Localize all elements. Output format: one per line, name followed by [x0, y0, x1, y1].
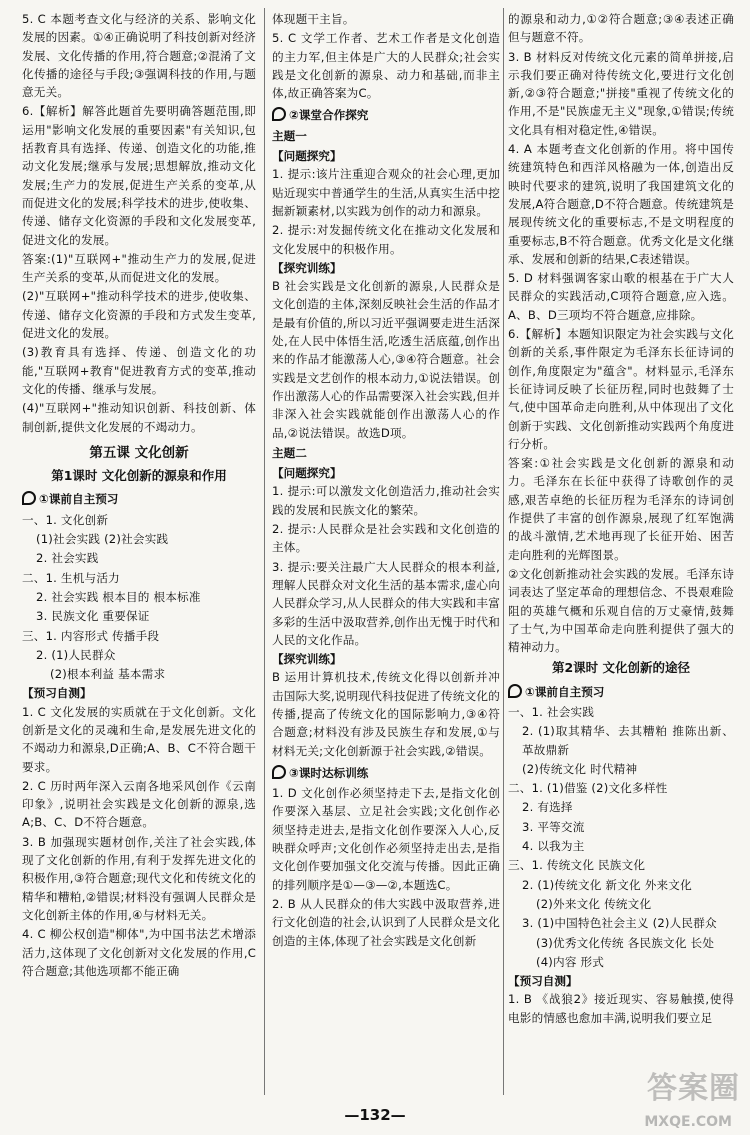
answer-item: B 社会实践是文化创新的源泉,人民群众是文化创造的主体,深刻反映社会生活的作品才是最有价值的,所以习近平强调要走进生活深处,在人民中体悟生活,吃透生活底蕴,创作出来的作品才能激荡人心,③④符合题意。社会实践是文艺创作的根本动力,①说法错误。创作出激荡人心的作品需要深入社会实践,但并非深入社会实践就能创作出激荡人心的作品,②说法错误。故选D项。 — [272, 279, 500, 440]
outline-line: 3. (1)中国特色社会主义 (2)人民群众 — [522, 916, 717, 931]
answer-item-5: 5. C 本题考查文化与经济的关系、影响文化发展的因素。①④正确说明了科技创新对经济发展、文化传播的作用,符合题意;②混淆了文化传播的途径与手段;③强调科技的作用,与题意无关。 — [22, 12, 256, 100]
column-right — [508, 10, 734, 1028]
topic-heading: 主题一 — [272, 128, 307, 143]
section-heading — [508, 683, 734, 701]
outline-line: (3)优秀文化传统 各民族文化 长处 — [536, 935, 715, 950]
outline-line: (1)社会实践 (2)社会实践 — [36, 532, 169, 547]
outline-line: 2. 社会实践 根本目的 根本标准 — [36, 589, 201, 604]
answer-text: (2)"互联网+"推动科学技术的进步,使收集、传递、储存文化资源的手段和方式发生变革,促进文化的发展。 — [22, 289, 256, 341]
answer-text: 体现题干主旨。 — [272, 12, 355, 26]
outline-line: 2. (1)人民群众 — [36, 647, 116, 662]
answer-item: 2. B 从人民群众的伟大实践中汲取营养,进行文化创造的社会,认识到了人民群众是文化创造的主体,体现了社会实践是文化创新 — [272, 896, 500, 948]
outline-line: 2. (1)取其精华、去其糟粕 推陈出新、革故鼎新 — [522, 724, 734, 757]
section-label: ①课前自主预习 — [525, 684, 605, 699]
answer-item: 2. 提示:对发掘传统文化在推动文化发展和文化发展中的积极作用。 — [272, 223, 500, 256]
lesson-title: 第2课时 文化创新的途径 — [551, 660, 691, 676]
section-icon — [22, 491, 36, 505]
answer-item: 3. 提示:要关注最广大人民群众的根本利益,理解人民群众对文化生活的基本需求,虚心向人民群众学习,从人民群众的伟大实践和丰富多彩的生活中汲取营养,创作出无愧于时代和人民的文化作品。 — [272, 559, 500, 647]
outline-line: 三、1. 传统文化 民族文化 — [508, 858, 646, 873]
outline-line: (2)外来文化 传统文化 — [536, 896, 652, 911]
answer-item: 1. C 文化发展的实质就在于文化创新。文化创新是文化的灵魂和生命,是发展先进文化的不竭动力和源泉,D正确;A、B、C不符合题干要求。 — [22, 704, 256, 774]
section-icon — [272, 765, 286, 779]
section-icon — [508, 684, 522, 698]
answer-item: 4. C 柳公权创造"柳体",为中国书法艺术增添活力,这体现了文化创新对文化发展的作用,C符合题意;其他选项都不能正确 — [22, 927, 256, 978]
answer-text: 的源泉和动力,①②符合题意;③④表述正确但与题意不符。 — [508, 12, 734, 45]
section-label: ②课堂合作探究 — [289, 108, 369, 123]
column-middle — [272, 10, 500, 951]
answer-item: 2. 提示:人民群众是社会实践和文化创造的主体。 — [272, 522, 500, 555]
outline-line: (2)传统文化 时代精神 — [522, 761, 638, 776]
outline-line: 二、1. 生机与活力 — [22, 570, 120, 585]
outline-line: (4)内容 形式 — [536, 954, 605, 969]
outline-line: 2. 社会实践 — [36, 551, 99, 566]
answer-item: 5. D 材料强调客家山歌的根基在于广大人民群众的实践活动,C项符合题意,应入选。A、B、D三项均不符合题意,应排除。 — [508, 271, 734, 322]
column-divider-right — [503, 8, 504, 1095]
answer-item: 1. 提示:可以激发文化创造活力,推动社会实践的发展和民族文化的繁荣。 — [272, 484, 500, 517]
chapter-title: 第五课 文化创新 — [89, 444, 189, 461]
column-divider-left — [264, 8, 265, 1095]
outline-line: 4. 以我为主 — [522, 839, 585, 854]
answer-text: (3)教育具有选择、传递、创造文化的功能,"互联网+教育"促进教育方式的变革,推动文化的传播、继承与发展。 — [22, 345, 256, 396]
section-label: ③课时达标训练 — [289, 765, 369, 780]
section-label: ①课前自主预习 — [39, 492, 119, 507]
answer-text: 答案:①社会实践是文化创新的源泉和动力。毛泽东在长征中获得了诗歌创作的灵感,艰苦卓绝的长征历程为毛泽东的诗词创作提供了丰富的创作源泉,展现了红军饱满的战斗激情,艺术地再现了长征开始、困苦走向胜利的光辉图景。 — [508, 456, 734, 562]
answer-item: B 运用计算机技术,传统文化得以创新并冲击国际大奖,说明现代科技促进了传统文化的传播,提高了传统文化的国际影响力,③④符合题意;材料没有涉及民族生存和发展,①与材料无关;文化创新源于社会实践,②错误。 — [272, 670, 500, 758]
answer-item-6-analysis: 6.【解析】解答此题首先要明确答题范围,即运用"影响文化发展的重要因素"有关知识,包括教育具有选择、传递、创造文化的功能,推动文化发展;继承与发展;思想解放,推动文化发展;生产力的发展,促进生产关系的变革,从而促进文化的发展;科学技术的进步,使收集、传递、储存文化资源的手段和文化发展变革,促进文化的发展。 — [22, 104, 256, 247]
outline-line: 一、1. 文化创新 — [22, 512, 109, 527]
subsection-heading: 【问题探究】 — [272, 149, 342, 164]
answer-text: ②文化创新推动社会实践的发展。毛泽东诗词表达了坚定革命的理想信念、不畏艰难险阻的英雄气概和乐观自信的万丈豪情,鼓舞了士气,为中国革命走向胜利提供了强大的精神动力。 — [508, 566, 734, 655]
page-number: —132— — [344, 1106, 406, 1124]
answer-item: 3. B 加强现实题材创作,关注了社会实践,体现了文化创新的作用,有利于发挥先进文化的积极作用,③符合题意;现代文化和传统文化的精华和糟粕,②错误;材料没有强调人民群众是文化创新主体的作用,④与材料无关。 — [22, 834, 256, 922]
column-left — [22, 10, 256, 981]
outline-line: 2. (1)传统文化 新文化 外来文化 — [522, 877, 692, 892]
watermark-logo: 答案圈 — [647, 1071, 740, 1106]
answer-item: 1. D 文化创作必须坚持走下去,是指文化创作要深入基层、立足社会实践;文化创作必须坚持走进去,是指文化创作要深入人心,反映群众呼声;文化创作必须坚持走出去,是指文化创作要加强文化交流与传播。因此正确的排列顺序是①—③—②,本题选C。 — [272, 786, 500, 892]
answer-item: 4. A 本题考查文化创新的作用。将中国传统建筑特色和西洋风格融为一体,创造出反映时代要求的建筑,说明了我国建筑文化的发展,A符合题意,D不符合题意。传统建筑是展现传统文化的重要标志,不是文明程度的重要标志,B不符合题意。优秀文化是文化继承、发展和创新的结果,C表述错误。 — [508, 142, 734, 266]
outline-line: 2. 有选择 — [522, 800, 573, 815]
outline-line: 一、1. 社会实践 — [508, 704, 595, 719]
section-icon — [272, 107, 286, 121]
answer-item: 2. C 历时两年深入云南各地采风创作《云南印象》,说明社会实践是文化创新的源泉,选A;B、C、D不符合题意。 — [22, 778, 256, 830]
topic-heading: 主题二 — [272, 445, 307, 460]
answer-text: 答案:(1)"互联网+"推动生产力的发展,促进生产关系的变革,从而促进文化的发展。 — [22, 251, 256, 285]
watermark-url: MXQE.COM — [644, 1114, 732, 1130]
answer-item: 1. B 《战狼2》接近现实、容易触摸,使得电影的情感也愈加丰满,说明我们要立足 — [508, 992, 734, 1025]
subsection-heading: 【预习自测】 — [508, 974, 578, 989]
section-heading — [272, 764, 500, 782]
subsection-heading: 【问题探究】 — [272, 466, 342, 481]
subsection-heading: 【预习自测】 — [22, 686, 92, 701]
outline-line: (2)根本利益 基本需求 — [50, 667, 166, 682]
answer-item: 1. 提示:该片注重迎合观众的社会心理,更加贴近现实中普通学生的生活,从真实生活中挖掘新颖素材,以实践为创作的动力和源泉。 — [272, 167, 500, 218]
section-heading — [22, 490, 256, 508]
lesson-title: 第1课时 文化创新的源泉和作用 — [51, 468, 227, 484]
subsection-heading: 【探究训练】 — [272, 652, 342, 667]
section-heading — [272, 106, 500, 124]
answer-text: (4)"互联网+"推动知识创新、科技创新、体制创新,提供文化发展的不竭动力。 — [22, 401, 256, 434]
outline-line: 3. 平等交流 — [522, 819, 585, 834]
outline-line: 三、1. 内容形式 传播手段 — [22, 628, 160, 643]
outline-line: 3. 民族文化 重要保证 — [36, 609, 150, 624]
answer-item-analysis: 6.【解析】本题知识限定为社会实践与文化创新的关系,事件限定为毛泽东长征诗词的创作,角度限定为"蕴含"。材料显示,毛泽东长征诗词反映了长征历程,同时也鼓舞了士气,使中国革命走向胜利,从中体现出了文化创新于实践、文化创新推动实践两个角度进行分析。 — [508, 327, 734, 451]
answer-item: 3. B 材料反对传统文化元素的简单拼接,启示我们要正确对待传统文化,要进行文化创新,②③符合题意;"拼接"重视了传统文化的作用,不是"民族虚无主义"现象,①错误;传统文化具有相对稳定性,④错误。 — [508, 49, 734, 137]
outline-line: 二、1. (1)借鉴 (2)文化多样性 — [508, 781, 668, 796]
answer-item: 5. C 文学工作者、艺术工作者是文化创造的主力军,但主体是广大的人民群众;社会实践是文化创新的源泉、动力和基础,而非主体,故正确答案为C。 — [272, 31, 500, 101]
subsection-heading: 【探究训练】 — [272, 260, 342, 275]
